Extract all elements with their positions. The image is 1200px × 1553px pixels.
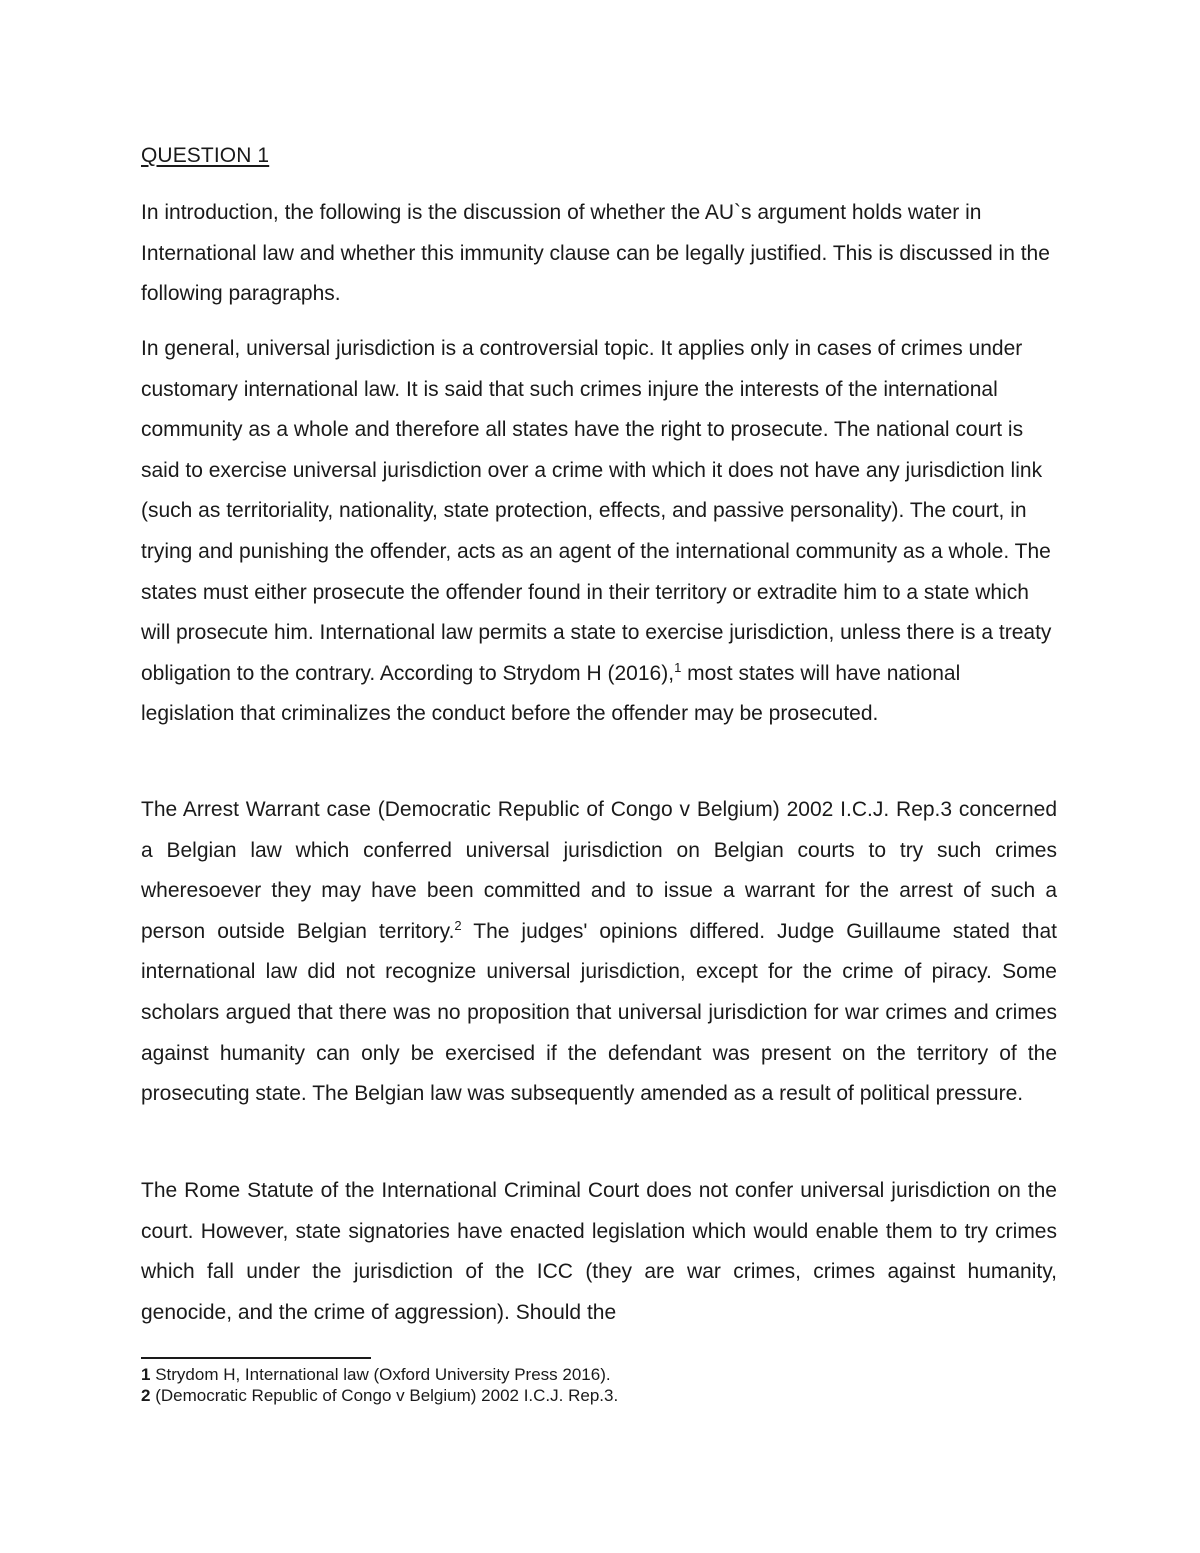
- paragraph-text: The Arrest Warrant case (Democratic Republic of Congo v Belgium) 2002 I.C.J. Rep.3 concerned a Belgian law which conferred universal jurisdiction on Belgian courts to try such crimes wheresoever they may have been committed and to issue a warrant for the arrest of such a person outside Belgian territory.: [141, 798, 1057, 943]
- paragraph-arrest-warrant-case: [141, 790, 1057, 1115]
- paragraph-text: The judges' opinions differed. Judge Guillaume stated that international law did not recognize universal jurisdiction, except for the crime of piracy. Some scholars argued that there was no proposition that universal jurisdiction for war crimes and crimes against humanity can only be exercised if the defendant was present on the territory of the prosecuting state. The Belgian law was subsequently amended as a result of political pressure.: [141, 919, 1057, 1106]
- paragraph-introduction: [141, 193, 1057, 315]
- footnote-number: 1: [141, 1365, 151, 1384]
- paragraph-text: In introduction, the following is the discussion of whether the AU`s argument holds water in International law and whether this immunity clause can be legally justified. This is discussed in the following paragraphs.: [141, 201, 1050, 306]
- footnote-reference-2[interactable]: 2: [454, 917, 462, 933]
- paragraph-text: most states will have national legislation that criminalizes the conduct before the offender may be prosecuted.: [141, 661, 961, 726]
- paragraph-rome-statute: [141, 1171, 1057, 1333]
- page-title: QUESTION 1: [141, 144, 270, 167]
- footnote-text: (Democratic Republic of Congo v Belgium) 2002 I.C.J. Rep.3.: [150, 1386, 619, 1405]
- footnote-number: 2: [141, 1386, 151, 1405]
- footnote-2: [141, 1385, 1057, 1406]
- footnote-1: [141, 1364, 1057, 1385]
- footnotes: [141, 1364, 1057, 1406]
- paragraph-universal-jurisdiction: [141, 329, 1057, 735]
- paragraph-text: In general, universal jurisdiction is a controversial topic. It applies only in cases of crimes under customary international law. It is said that such crimes injure the interests of the international community as a whole and therefore all states have the right to prosecute. The national court is said to exercise universal jurisdiction over a crime with which it does not have any jurisdiction link (such as territoriality, nationality, state protection, effects, and passive personality). The court, in trying and punishing the offender, acts as an agent of the international community as a whole. The states must either prosecute the offender found in their territory or extradite him to a state which will prosecute him. International law permits a state to exercise jurisdiction, unless there is a treaty obligation to the contrary. According to Strydom H (2016),: [141, 337, 1052, 685]
- paragraph-text: The Rome Statute of the International Criminal Court does not confer universal jurisdiction on the court. However, state signatories have enacted legislation which would enable them to try crimes which fall under the jurisdiction of the ICC (they are war crimes, crimes against humanity, genocide, and the crime of aggression). Should the: [141, 1179, 1057, 1324]
- footnote-separator: [141, 1357, 371, 1359]
- footnote-text: Strydom H, International law (Oxford University Press 2016).: [150, 1365, 611, 1384]
- footnote-reference-1[interactable]: 1: [674, 659, 682, 675]
